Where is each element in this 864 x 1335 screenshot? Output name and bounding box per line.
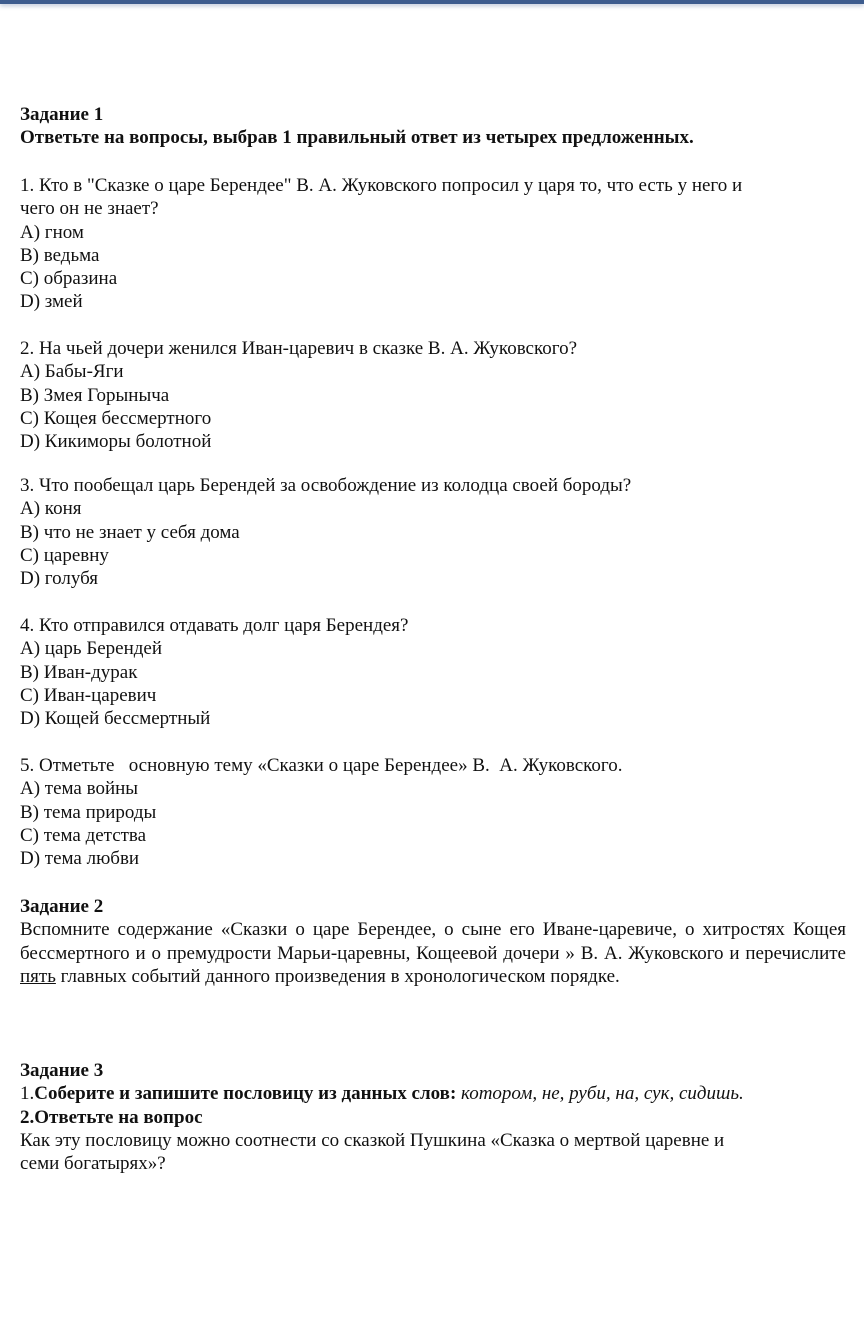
answer-option: B) тема природы bbox=[20, 801, 157, 823]
answer-option: A) тема войны bbox=[20, 778, 139, 800]
answer-option: C) тема детства bbox=[20, 824, 147, 846]
task2-text bbox=[20, 918, 846, 988]
task2-underlined-word: пять bbox=[20, 965, 56, 987]
answer-option: D) змей bbox=[20, 291, 83, 313]
task2 bbox=[20, 895, 846, 988]
question-4 bbox=[20, 614, 846, 730]
question-text: 2. На чьей дочери женился Иван-царевич в сказке В. А. Жуковского? bbox=[20, 338, 578, 359]
answer-option: A) гном bbox=[20, 221, 84, 243]
answer-option: D) Кикиморы болотной bbox=[20, 431, 212, 453]
task1-instruction: Ответьте на вопросы, выбрав 1 правильный ответ из четырех предложенных. bbox=[20, 127, 694, 149]
question-3 bbox=[20, 474, 846, 590]
question-text: 4. Кто отправился отдавать долг царя Берендея? bbox=[20, 615, 409, 636]
question-text: 1. Кто в "Сказке о царе Берендее" В. А. Жуковского попросил у царя то, что есть у него и bbox=[20, 175, 743, 196]
task1-title: Задание 1 bbox=[20, 104, 104, 125]
task1-header bbox=[20, 103, 846, 150]
item1-number: 1. bbox=[20, 1083, 35, 1105]
answer-option: C) Иван-царевич bbox=[20, 684, 157, 706]
item1-instruction: Соберите и запишите пословицу из данных слов: bbox=[34, 1083, 457, 1105]
answer-option: C) царевну bbox=[20, 544, 109, 566]
answer-option: B) что не знает у себя дома bbox=[20, 521, 240, 543]
question-2 bbox=[20, 337, 846, 453]
question-text: 3. Что пообещал царь Берендей за освобождение из колодца своей бороды? bbox=[20, 475, 632, 496]
question-text: 5. Отметьте основную тему «Сказки о царе Берендее» В. А. Жуковского. bbox=[20, 755, 623, 776]
answer-option: B) ведьма bbox=[20, 244, 100, 266]
answer-option: B) Иван-дурак bbox=[20, 661, 138, 683]
task3-item2-title: 2.Ответьте на вопрос bbox=[20, 1106, 203, 1128]
item1-words: котором, не, руби, на, сук, сидишь. bbox=[456, 1083, 744, 1105]
task3-title: Задание 3 bbox=[20, 1060, 104, 1081]
task3-item2-text: Как эту пословицу можно соотнести со сказкой Пушкина «Сказка о мертвой царевне и bbox=[20, 1129, 725, 1151]
answer-option: D) тема любви bbox=[20, 848, 140, 870]
question-text: чего он не знает? bbox=[20, 198, 159, 220]
question-1 bbox=[20, 174, 846, 314]
answer-option: D) голубя bbox=[20, 568, 99, 590]
question-5 bbox=[20, 754, 846, 870]
task3-item2-text: семи богатырях»? bbox=[20, 1153, 166, 1175]
task2-title: Задание 2 bbox=[20, 896, 104, 917]
answer-option: A) Бабы-Яги bbox=[20, 361, 124, 383]
answer-option: C) Кощея бессмертного bbox=[20, 407, 212, 429]
answer-option: D) Кощей бессмертный bbox=[20, 708, 211, 730]
task2-text-after: главных событий данного произведения в хронологическом порядке. bbox=[55, 965, 620, 987]
task3-item1 bbox=[20, 1082, 846, 1105]
task2-text-before: Вспомните содержание «Сказки о царе Берендее, о сыне его Иване-царевиче, о хитростях Кощея бессмертного и о премудрости Марьи-царевны, Кощеевой дочери » В. А. Жуковского и перечислите bbox=[20, 919, 846, 964]
answer-option: B) Змея Горыныча bbox=[20, 384, 170, 406]
answer-option: A) царь Берендей bbox=[20, 638, 163, 660]
task3 bbox=[20, 1059, 846, 1175]
answer-option: C) образина bbox=[20, 268, 118, 290]
answer-option: A) коня bbox=[20, 498, 82, 520]
window-top-bar bbox=[0, 0, 864, 4]
